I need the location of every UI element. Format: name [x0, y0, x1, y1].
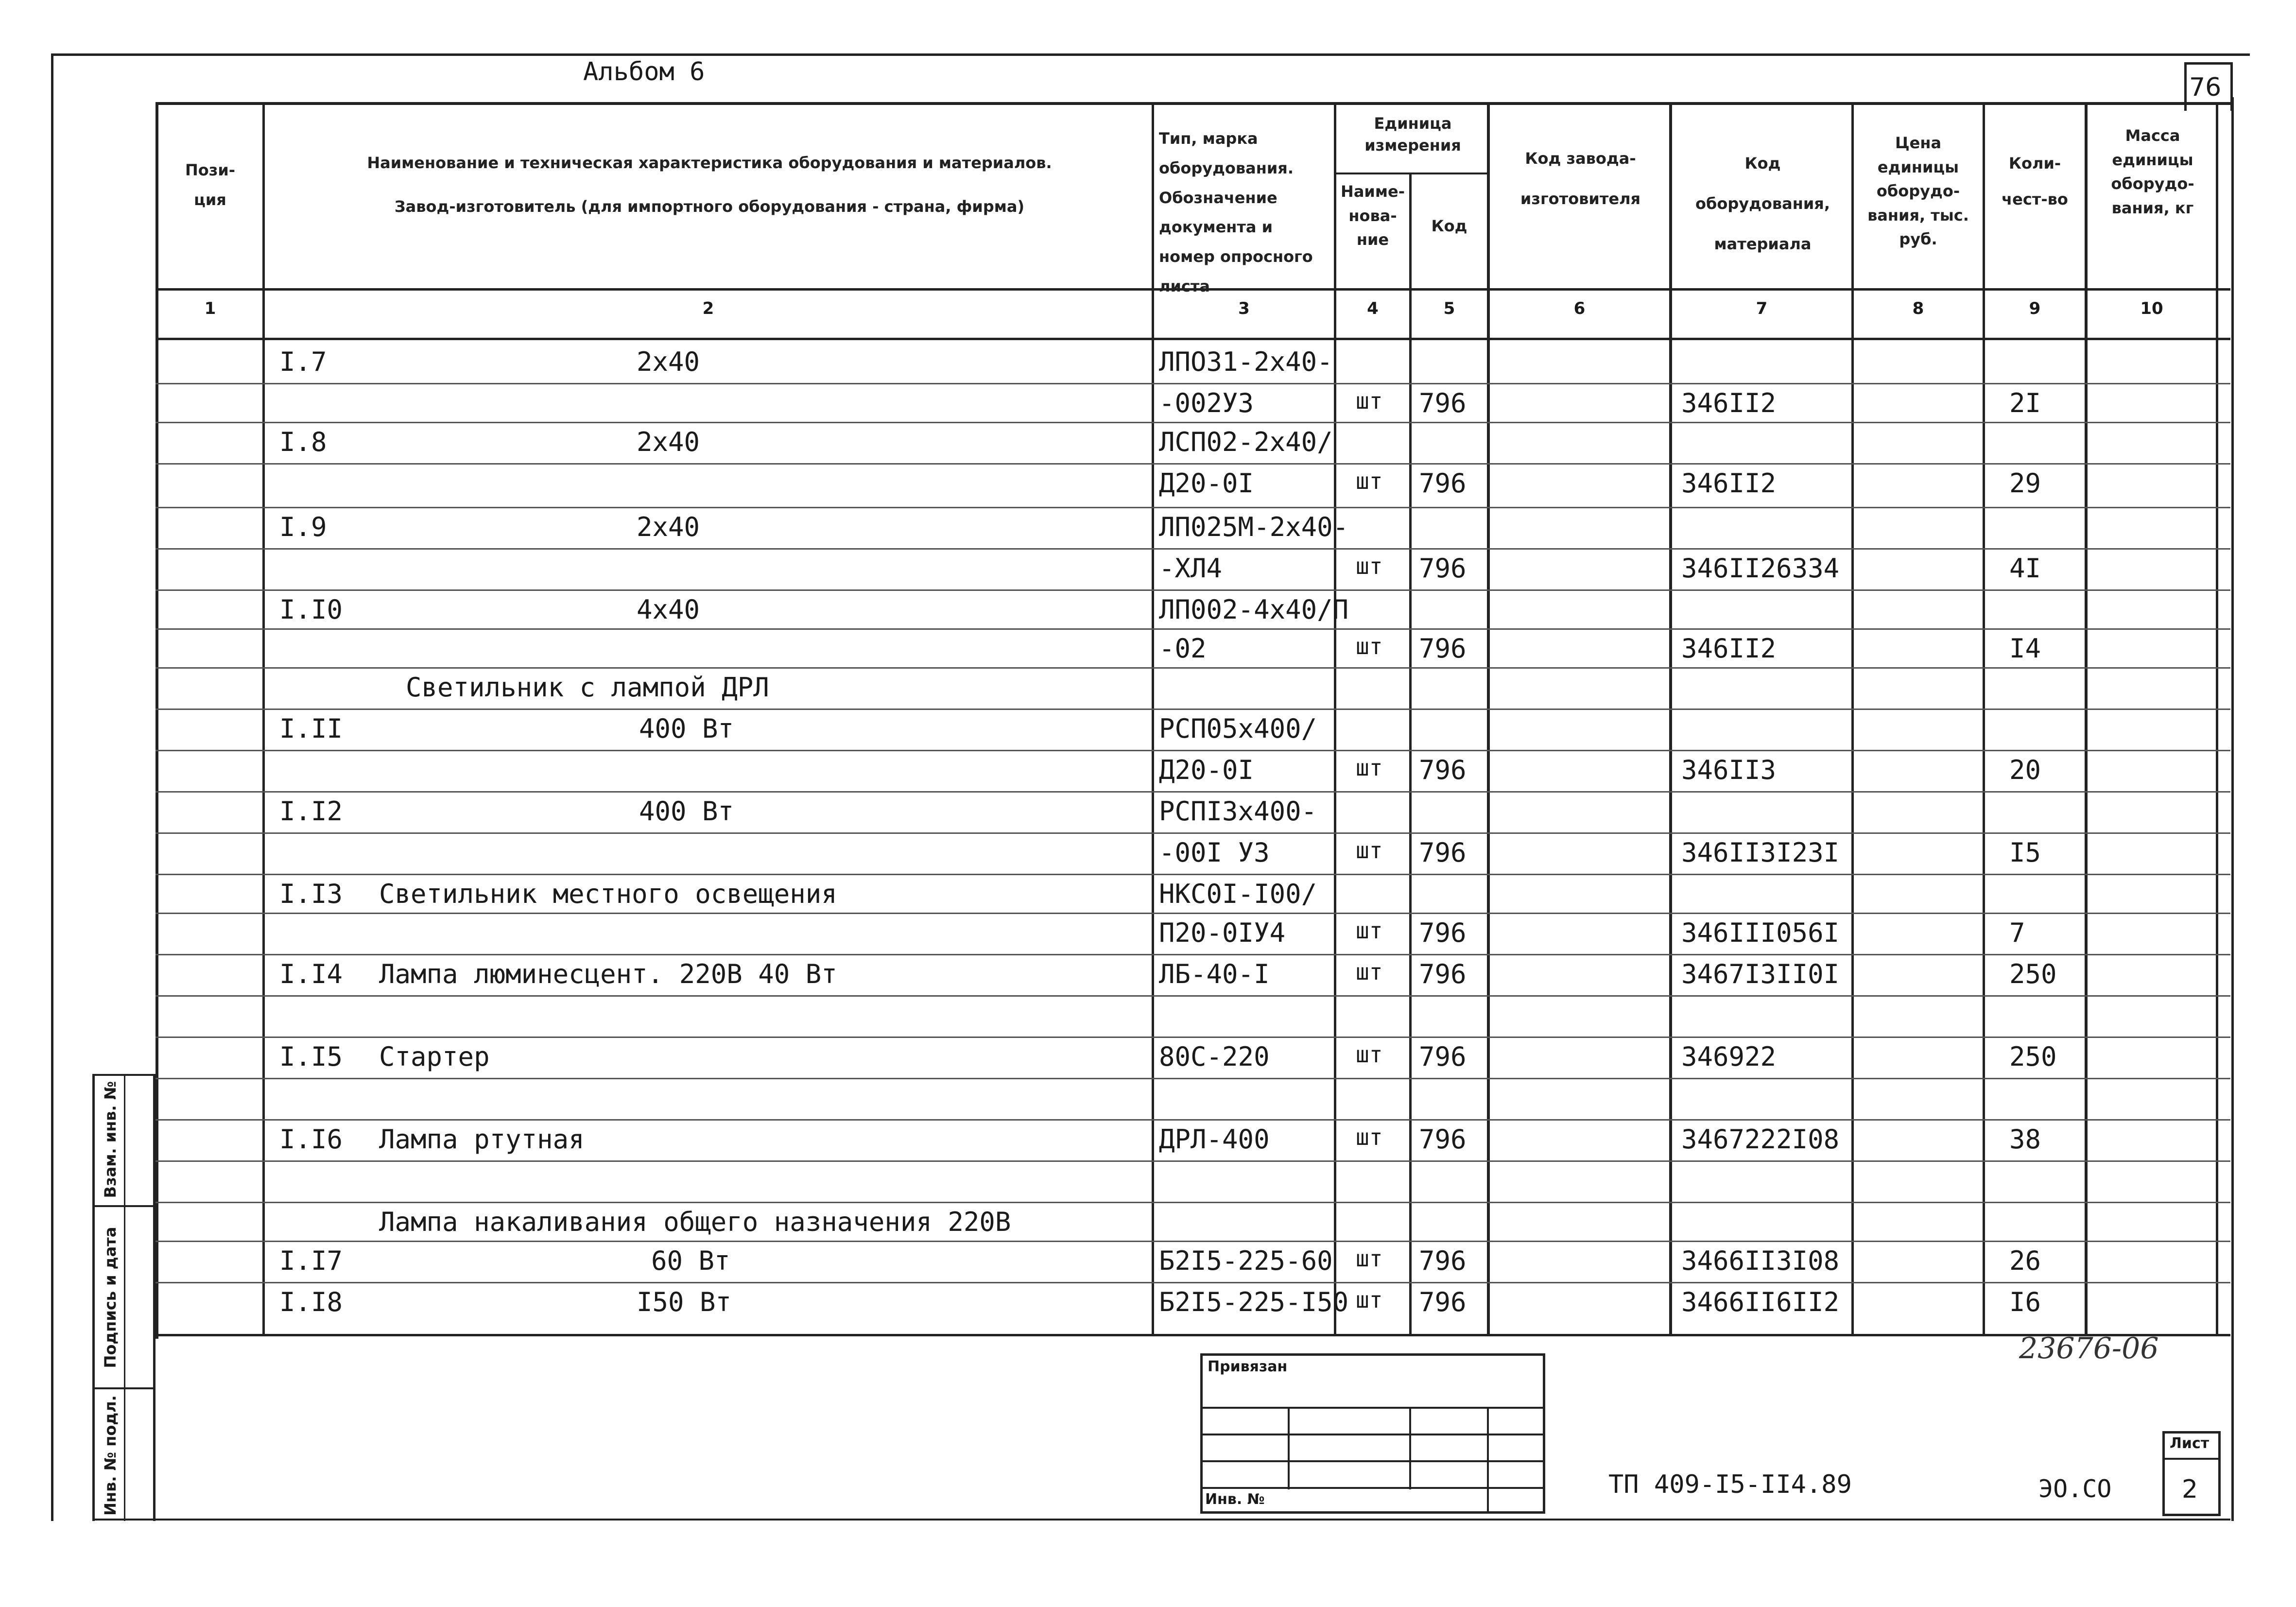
side-stamp-left	[92, 1074, 95, 1521]
row-unit-code: 796	[1419, 1041, 1467, 1072]
sheet-number: 2	[2182, 1475, 2198, 1504]
row-type-mark: НКС0I-I00/	[1159, 879, 1317, 909]
row-unit-name: шт	[1356, 633, 1383, 659]
row-equipment-code: 3467I3II0I	[1681, 959, 1840, 989]
colnum-5-cell	[1412, 299, 1487, 328]
handwritten-number: 23676-06	[2019, 1331, 2159, 1365]
sheet-box-divider	[2162, 1458, 2218, 1460]
row-type-mark: ДРЛ-400	[1159, 1124, 1270, 1155]
row-position: I.II	[279, 713, 343, 744]
colnum-1-cell	[158, 299, 262, 328]
table-row	[0, 1283, 2296, 1334]
page-corner-number: 76	[2189, 73, 2222, 102]
table-row	[0, 508, 2296, 549]
row-type-mark: ЛП002-4x40/П	[1159, 594, 1349, 625]
row-unit-name: шт	[1356, 1124, 1383, 1150]
table-colnum-bottom	[155, 338, 2230, 340]
row-equipment-code: 346II2	[1681, 388, 1777, 418]
row-unit-name: шт	[1356, 468, 1383, 494]
row-position: I.I4	[279, 959, 343, 989]
row-quantity: 20	[2009, 755, 2041, 785]
table-top	[155, 102, 2230, 105]
table-row	[0, 384, 2296, 423]
row-description: Стартер	[379, 1041, 490, 1072]
header-unit-group: Единица измерения	[1364, 114, 1461, 155]
row-description: Лампа люминесцент. 220В 40 Вт	[379, 959, 837, 989]
row-unit-name: шт	[1356, 1041, 1383, 1068]
side-stamp-mid	[124, 1074, 125, 1521]
table-row	[0, 464, 2296, 508]
row-type-mark: -ХЛ4	[1159, 553, 1223, 584]
row-type-mark: Б2I5-225-60	[1159, 1245, 1333, 1276]
row-equipment-code: 346II26334	[1681, 553, 1840, 584]
colnum-5: 5	[1443, 299, 1455, 318]
inv-no-label: Инв. №	[1205, 1491, 1265, 1508]
outer-frame-bottom	[92, 1519, 2230, 1521]
row-unit-name: шт	[1356, 837, 1383, 864]
row-type-mark: -002У3	[1159, 388, 1254, 418]
colnum-9-cell	[1985, 299, 2085, 328]
table-row	[0, 1242, 2296, 1283]
header-col1: Пози- ция	[185, 161, 236, 209]
row-type-mark: Д20-0I	[1159, 755, 1254, 785]
header-col10: Масса единицы оборудо-вания, кг	[2111, 126, 2194, 217]
header-col5: Код	[1431, 217, 1467, 235]
row-description: 2x40	[637, 512, 700, 542]
row-unit-code: 796	[1419, 1124, 1467, 1155]
table-body-bottom	[155, 1334, 2230, 1336]
colnum-6: 6	[1573, 299, 1586, 318]
row-description: Лампа ртутная	[379, 1124, 585, 1155]
row-type-mark: Б2I5-225-I50	[1159, 1287, 1349, 1317]
header-col4: Наиме-нова-ние	[1341, 182, 1405, 249]
row-type-mark: РСПI3x400-	[1159, 796, 1317, 827]
header-col9: Коли-чест-во	[2002, 154, 2068, 208]
row-description: 4x40	[637, 594, 700, 625]
row-position: I.7	[279, 346, 327, 377]
row-description: 400 Вт	[639, 796, 734, 827]
table-row	[0, 423, 2296, 464]
table-row	[0, 343, 2296, 384]
row-equipment-code: 346II2	[1681, 633, 1777, 664]
table-row	[0, 590, 2296, 629]
section-code: ЭО.СО	[2038, 1475, 2112, 1503]
header-col6: Код завода-изготовителя	[1520, 149, 1641, 208]
table-row	[0, 1203, 2296, 1242]
table-row	[0, 751, 2296, 792]
table-row	[0, 792, 2296, 833]
row-equipment-code: 346II3I23I	[1681, 837, 1840, 868]
row-description: 2x40	[637, 346, 700, 377]
row-unit-name: шт	[1356, 553, 1383, 579]
table-row	[0, 1161, 2296, 1203]
colnum-2: 2	[702, 299, 714, 318]
colnum-1: 1	[204, 299, 216, 318]
sheet-label: Лист	[2170, 1435, 2210, 1452]
row-position: I.8	[279, 427, 327, 457]
table-row	[0, 833, 2296, 875]
header-col2-line2: Завод-изготовитель (для импортного оборудования - страна, фирма)	[394, 197, 1025, 216]
side-stamp-podpis: Подпись и дата	[101, 1227, 120, 1368]
row-quantity: 250	[2009, 959, 2057, 989]
privyazan-row-1	[1200, 1407, 1543, 1409]
row-description: Светильник местного освещения	[379, 879, 837, 909]
header-col8: Цена единицы оборудо-вания, тыс. руб.	[1867, 134, 1969, 249]
row-type-mark: -00I У3	[1159, 837, 1270, 868]
row-unit-code: 796	[1419, 633, 1467, 664]
row-quantity: 2I	[2009, 388, 2041, 418]
row-unit-code: 796	[1419, 553, 1467, 584]
row-unit-name: шт	[1356, 959, 1383, 985]
row-type-mark: Д20-0I	[1159, 468, 1254, 499]
colnum-4-cell	[1336, 299, 1409, 328]
row-position: I.I0	[279, 594, 343, 625]
row-quantity: I5	[2009, 837, 2041, 868]
row-unit-code: 796	[1419, 959, 1467, 989]
privyazan-row-2	[1200, 1434, 1543, 1435]
row-type-mark: ЛПО31-2x40-	[1159, 346, 1333, 377]
colnum-6-cell	[1490, 299, 1669, 328]
colnum-8: 8	[1912, 299, 1924, 318]
row-quantity: 38	[2009, 1124, 2041, 1155]
row-description: 60 Вт	[651, 1245, 730, 1276]
row-position: I.I7	[279, 1245, 343, 1276]
colnum-8-cell	[1854, 299, 1983, 328]
row-equipment-code: 3466II3I08	[1681, 1245, 1840, 1276]
row-equipment-code: 346II3	[1681, 755, 1777, 785]
row-type-mark: ЛСП02-2x40/	[1159, 427, 1333, 457]
header-col3: Тип, марка оборудования. Обозначение документа и номер опросного листа	[1159, 129, 1313, 295]
table-row	[0, 668, 2296, 709]
row-unit-name: шт	[1356, 755, 1383, 781]
privyazan-col-1	[1288, 1407, 1290, 1489]
row-unit-code: 796	[1419, 837, 1467, 868]
row-position: I.I8	[279, 1287, 343, 1317]
row-unit-code: 796	[1419, 755, 1467, 785]
row-unit-code: 796	[1419, 1287, 1467, 1317]
side-stamp-inv-podl: Инв. № подл.	[101, 1395, 120, 1516]
side-stamp-vzam: Взам. инв. №	[101, 1081, 120, 1198]
row-type-mark: 80С-220	[1159, 1041, 1270, 1072]
privyazan-label: Привязан	[1208, 1358, 1288, 1375]
row-description: I50 Вт	[637, 1287, 732, 1317]
table-row	[0, 629, 2296, 668]
row-type-mark: П20-0IУ4	[1159, 917, 1286, 948]
table-row	[0, 1120, 2296, 1161]
row-type-mark: РСП05x400/	[1159, 713, 1317, 744]
row-quantity: 29	[2009, 468, 2041, 499]
table-row	[0, 875, 2296, 914]
table-row	[0, 1079, 2296, 1120]
row-equipment-code: 346III056I	[1681, 917, 1840, 948]
colnum-2-cell	[265, 299, 1152, 328]
row-type-mark: ЛП025М-2x40-	[1159, 512, 1349, 542]
row-unit-name: шт	[1356, 388, 1383, 414]
row-type-mark: -02	[1159, 633, 1207, 664]
colnum-4: 4	[1367, 299, 1379, 318]
row-quantity: I6	[2009, 1287, 2041, 1317]
row-unit-name: шт	[1356, 917, 1383, 944]
table-row	[0, 709, 2296, 751]
privyazan-row-3	[1200, 1460, 1543, 1462]
table-row	[0, 914, 2296, 955]
row-unit-code: 796	[1419, 388, 1467, 418]
colnum-7: 7	[1756, 299, 1768, 318]
row-position: I.I6	[279, 1124, 343, 1155]
table-row	[0, 1037, 2296, 1079]
header-col7: Код оборудования, материала	[1695, 154, 1830, 254]
row-quantity: 250	[2009, 1041, 2057, 1072]
row-equipment-code: 346922	[1681, 1041, 1777, 1072]
colnum-10: 10	[2140, 299, 2163, 318]
outer-frame-top	[51, 53, 2250, 56]
row-quantity: 26	[2009, 1245, 2041, 1276]
row-unit-code: 796	[1419, 1245, 1467, 1276]
row-quantity: I4	[2009, 633, 2041, 664]
colnum-10-cell	[2088, 299, 2216, 328]
header-col2-line1: Наименование и техническая характеристика оборудования и материалов.	[367, 154, 1052, 172]
colnum-3-cell	[1154, 299, 1334, 328]
row-unit-code: 796	[1419, 917, 1467, 948]
row-quantity: 7	[2009, 917, 2025, 948]
row-quantity: 4I	[2009, 553, 2041, 584]
row-position: I.I2	[279, 796, 343, 827]
privyazan-row-4	[1200, 1487, 1543, 1489]
row-equipment-code: 3467222I08	[1681, 1124, 1840, 1155]
row-description: Лампа накаливания общего назначения 220В	[379, 1207, 1011, 1237]
side-stamp-right	[153, 1074, 155, 1521]
row-equipment-code: 3466II6II2	[1681, 1287, 1840, 1317]
table-row	[0, 996, 2296, 1037]
privyazan-col-2	[1409, 1407, 1411, 1489]
row-unit-name: шт	[1356, 1245, 1383, 1272]
album-label: Альбом 6	[583, 57, 705, 86]
colnum-9: 9	[2029, 299, 2041, 318]
table-row	[0, 549, 2296, 590]
row-description: 400 Вт	[639, 713, 734, 744]
row-description: 2x40	[637, 427, 700, 457]
unit-group-divider	[1334, 173, 1489, 174]
table-row	[0, 955, 2296, 996]
colnum-3: 3	[1238, 299, 1250, 318]
row-position: I.I5	[279, 1041, 343, 1072]
doc-code: ТП 409-I5-II4.89	[1608, 1470, 1852, 1499]
row-equipment-code: 346II2	[1681, 468, 1777, 499]
privyazan-col-3	[1487, 1407, 1489, 1511]
row-unit-code: 796	[1419, 468, 1467, 499]
row-description: Светильник с лампой ДРЛ	[406, 672, 769, 703]
row-position: I.I3	[279, 879, 343, 909]
row-type-mark: ЛБ-40-I	[1159, 959, 1270, 989]
row-unit-name: шт	[1356, 1287, 1383, 1313]
row-position: I.9	[279, 512, 327, 542]
colnum-7-cell	[1672, 299, 1851, 328]
